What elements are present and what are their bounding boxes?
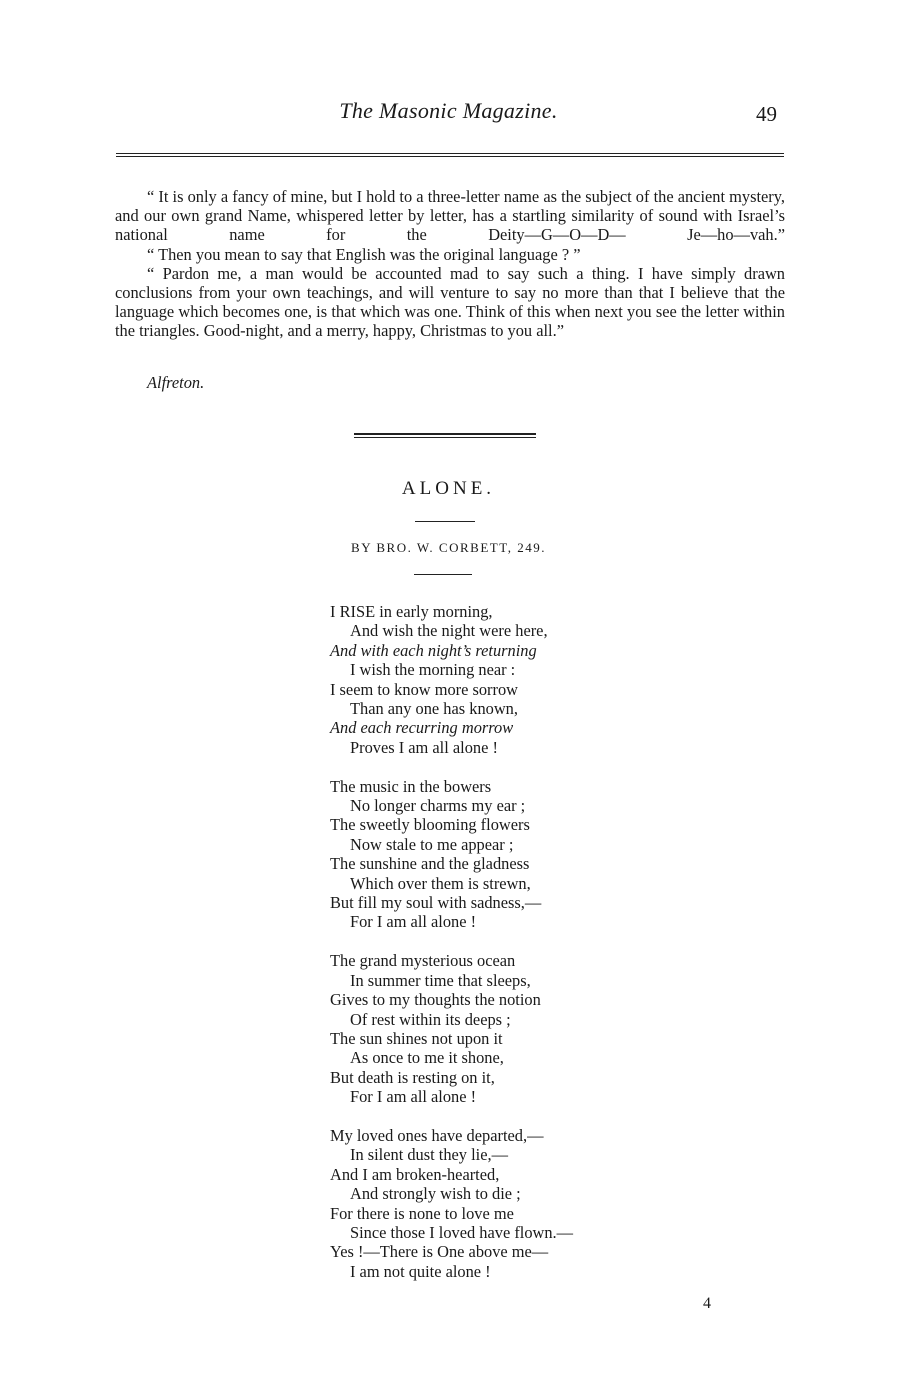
poem-line: And with each night’s returning xyxy=(330,640,537,660)
poem-line: Now stale to me appear ; xyxy=(350,834,514,854)
header-rule xyxy=(116,153,784,157)
poem-line: Gives to my thoughts the notion xyxy=(330,990,541,1010)
poem-line: In silent dust they lie,— xyxy=(350,1145,508,1165)
byline-rule xyxy=(414,574,472,575)
prose-paragraph: “ It is only a fancy of mine, but I hold to a three-letter name as the subject of the ancient mystery, and our own grand Name, whispered letter by letter, has a startling similarity of sound with Israel’s national name for the Deity—G—O—D— Je—ho—vah.” xyxy=(115,187,785,245)
poem-line: And I am broken-hearted, xyxy=(330,1164,500,1184)
poem-line: The sunshine and the gladness xyxy=(330,854,530,874)
poem-line: In summer time that sleeps, xyxy=(350,970,531,990)
poem-line: I am not quite alone ! xyxy=(350,1261,491,1281)
first-word-caps: RISE xyxy=(339,602,376,621)
stanza xyxy=(330,951,573,1106)
poem-line: For I am all alone ! xyxy=(350,1087,477,1107)
printer-signature-mark: 4 xyxy=(703,1295,711,1312)
poem-line-rest: in early morning, xyxy=(375,602,493,621)
poem-line: And wish the night were here, xyxy=(350,621,548,641)
poem-line: Of rest within its deeps ; xyxy=(350,1009,511,1029)
stanza xyxy=(330,602,573,757)
running-header-title: The Masonic Magazine. xyxy=(339,98,558,123)
poem-line: Proves I am all alone ! xyxy=(350,737,498,757)
poem-line: My loved ones have departed,— xyxy=(330,1125,544,1145)
poem-line: But fill my soul with sadness,— xyxy=(330,893,542,913)
prose-paragraph: “ Then you mean to say that English was the original language ? ” xyxy=(147,244,581,264)
prose-block xyxy=(115,187,785,341)
poem-line xyxy=(330,602,573,621)
poem-line: For there is none to love me xyxy=(330,1203,514,1223)
stanza xyxy=(330,1126,573,1281)
poem-line: I seem to know more sorrow xyxy=(330,679,518,699)
poem-byline: BY BRO. W. CORBETT, 249. xyxy=(351,540,546,555)
title-rule xyxy=(415,521,475,522)
prose-paragraph: “ Pardon me, a man would be accounted mad to say such a thing. I have simply drawn conclusions from your own teachings, and will venture to say no more than that I believe that the language which becomes one, is that which was one. Think of this when next you see the letter within the triangles. Good-night, and a merry, happy, Christmas to you all.” xyxy=(115,263,785,341)
poem-line: Yes !—There is One above me— xyxy=(330,1242,549,1262)
poem-line: The grand mysterious ocean xyxy=(330,951,516,971)
poem-line: I wish the morning near : xyxy=(350,660,516,680)
poem-line: As once to me it shone, xyxy=(350,1048,504,1068)
poem-line: For I am all alone ! xyxy=(350,912,477,932)
poem-title: ALONE. xyxy=(401,478,496,499)
poem-line: Since those I loved have flown.— xyxy=(350,1222,574,1242)
poem-body xyxy=(330,602,573,1301)
poem-line: Which over them is strewn, xyxy=(350,873,531,893)
poem-line: And each recurring morrow xyxy=(330,718,514,738)
section-divider xyxy=(354,433,536,438)
first-word-prefix: I xyxy=(330,602,340,621)
author-signature: Alfreton. xyxy=(147,373,205,392)
poem-line: Than any one has known, xyxy=(350,699,518,719)
poem-line: But death is resting on it, xyxy=(330,1067,495,1087)
poem-line: The music in the bowers xyxy=(330,776,492,796)
poem-line: And strongly wish to die ; xyxy=(350,1184,521,1204)
stanza xyxy=(330,777,573,932)
poem-line: The sweetly blooming flowers xyxy=(330,815,530,835)
page-number: 49 xyxy=(756,102,777,126)
poem-line: No longer charms my ear ; xyxy=(350,796,526,816)
poem-line: The sun shines not upon it xyxy=(330,1028,503,1048)
